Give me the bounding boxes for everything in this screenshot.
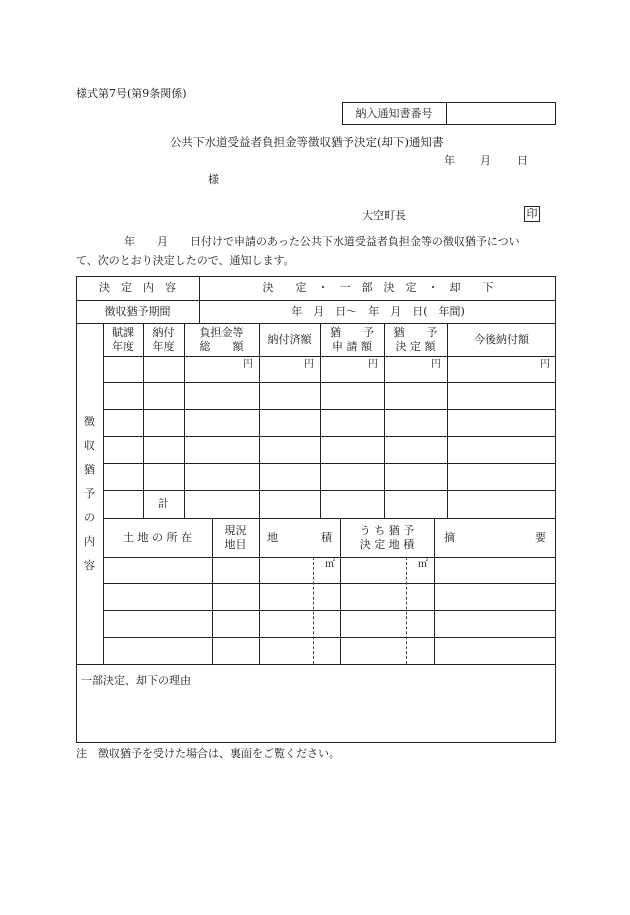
notice-number-field[interactable] [447, 102, 555, 125]
addressee-suffix: 様 [208, 173, 219, 186]
yen-unit: 円 [368, 359, 378, 370]
decision-label: 決 定 内 容 [99, 281, 176, 295]
row-line [103, 463, 556, 464]
header-text: 決 定 額 [395, 339, 436, 353]
header-text: 年度 [152, 339, 175, 353]
body-text-line1: 年 月 日付けで申請のあった公共下水道受益者負担金等の徴収猶予につい [124, 235, 520, 248]
col-line [103, 323, 104, 664]
header-text: 積 [321, 530, 332, 544]
header-assessment-year [103, 323, 143, 356]
row-line [103, 409, 556, 410]
side-char: の [84, 511, 95, 524]
header-text: 負担金等 [199, 325, 244, 339]
header-land-area [259, 518, 340, 557]
yen-unit: 円 [304, 359, 314, 370]
header-text: 現況 [224, 523, 247, 537]
body-text-line2: て、次のとおり決定したので、通知します。 [76, 254, 295, 267]
date-year-label: 年 [444, 154, 455, 167]
row-line [103, 583, 556, 584]
sqm-unit: ㎡ [325, 559, 335, 570]
decision-options[interactable]: 決 定 ・ 一 部 決 定 ・ 却 下 [262, 281, 494, 295]
row-line [76, 664, 556, 665]
form-number-label: 様式第7号(第9条関係) [76, 87, 187, 100]
yen-unit: 円 [431, 359, 441, 370]
date-month-label: 月 [480, 154, 491, 167]
yen-unit: 円 [243, 359, 253, 370]
header-text: 総 額 [199, 339, 244, 353]
header-remarks [434, 518, 556, 557]
header-text: 地目 [224, 537, 247, 551]
side-char: 徴 [84, 415, 95, 428]
row-line [103, 557, 556, 558]
header-paid-amount: 納付済額 [267, 332, 312, 346]
side-char: 予 [84, 487, 95, 500]
header-text: 賦課 [112, 325, 134, 339]
notice-number-label: 納入通知書番号 [355, 106, 433, 120]
header-text: 地 [267, 530, 278, 544]
seal-stamp: 印 [524, 206, 540, 222]
period-label: 徴収猶予期間 [104, 304, 171, 318]
side-char: 内 [84, 535, 95, 548]
date-day-label: 日 [517, 154, 528, 167]
side-char: 容 [84, 559, 95, 572]
header-text: 要 [535, 530, 546, 544]
header-land-location: 土 地 の 所 在 [123, 530, 192, 544]
sqm-unit: ㎡ [418, 559, 428, 570]
yen-unit: 円 [540, 359, 550, 370]
header-text: 決 定 地 積 [359, 537, 415, 551]
row-line [103, 382, 556, 383]
footer-note: 注 徴収猶予を受けた場合は、裏面をご覧ください。 [76, 747, 340, 760]
header-text: 摘 [444, 530, 455, 544]
period-value[interactable]: 年 月 日～ 年 月 日( 年間) [291, 304, 465, 318]
header-land-category [212, 518, 259, 557]
header-text: 申 請 額 [332, 339, 372, 353]
reason-field[interactable] [77, 690, 555, 742]
side-char: 収 [84, 439, 95, 452]
header-deferral-requested [320, 323, 384, 356]
header-text: 猶 予 [393, 325, 438, 339]
row-line [103, 610, 556, 611]
header-text: 猶 予 [330, 325, 374, 339]
sender-name: 大空町長 [362, 209, 406, 222]
total-label: 計 [158, 497, 169, 511]
dashed-divider [313, 557, 314, 664]
dashed-divider [406, 557, 407, 664]
row-line [103, 356, 556, 357]
document-title: 公共下水道受益者負担金等徴収猶予決定(却下)通知書 [170, 135, 444, 149]
header-text: う ち 猶 予 [359, 523, 415, 537]
side-char: 猶 [84, 463, 95, 476]
row-line [103, 637, 556, 638]
header-payment-year [143, 323, 184, 356]
reason-label: 一部決定、却下の理由 [81, 674, 191, 687]
side-label-vertical [76, 413, 103, 573]
header-deferral-decided [384, 323, 447, 356]
header-future-payment: 今後納付額 [474, 332, 529, 346]
row-line [103, 436, 556, 437]
header-text: 年度 [112, 339, 134, 353]
header-text: 納付 [152, 325, 175, 339]
header-deferred-area [340, 518, 434, 557]
header-total-amount [184, 323, 259, 356]
